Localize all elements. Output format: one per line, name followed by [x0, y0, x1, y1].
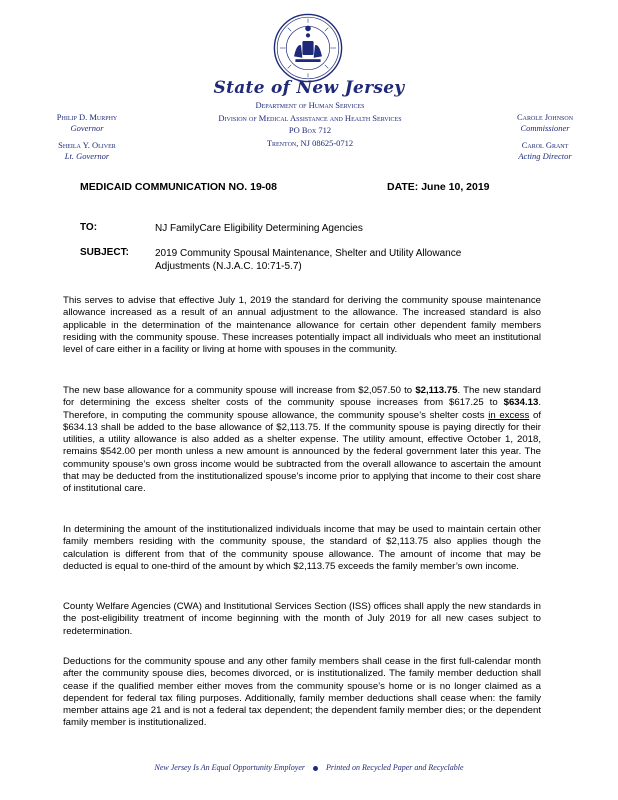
memo-date: DATE: June 10, 2019: [387, 181, 490, 193]
paragraph-4: County Welfare Agencies (CWA) and Institutional Services Section (ISS) offices shall apply the new standards in the post-eligibility treatment of income beginning with the month of July 2019 for all new cases subject to redetermination.: [63, 601, 541, 637]
footer-eoe: New Jersey Is An Equal Opportunity Employer: [154, 763, 305, 772]
lt-governor-title: Lt. Governor: [64, 151, 110, 161]
governor-name: Philip D. Murphy: [56, 112, 118, 122]
city-zip: Trenton, NJ 08625-0712: [266, 137, 354, 148]
paragraph-1: This serves to advise that effective July 1, 2019 the standard for deriving the community spouse maintenance allowance increased as a result of an annual adjustment to the allowance. The increased standard is also applicable in the determination of the maintenance allowance for certain other dependent family members residing with the community spouse. These increases potentially impact all individuals who meet an institutional level of care either in a facility or living at home with spouses in the community.: [63, 295, 541, 356]
footer-recycled: Printed on Recycled Paper and Recyclable: [326, 763, 464, 772]
new-base-allowance: $2,113.75: [415, 385, 458, 396]
in-excess-text: in excess: [488, 409, 530, 421]
paragraph-5: Deductions for the community spouse and any other family members shall cease in the first full-calendar month after the community spouse dies, becomes divorced, or is institutionalized. The family member deduction shall cease if the qualified member either moves from the community spouse’s home or is no longer claimed as a dependent for federal tax filing purposes. Additionally, family member deductions shall cease when: the family member attains age 21 and is not a federal tax dependent; the dependent family member dies; or the dependent family member is institutionalized.: [63, 656, 541, 729]
commissioner-title: Commissioner: [520, 123, 570, 133]
po-box: PO Box 712: [288, 125, 332, 135]
subject-line-2: Adjustments (N.J.A.C. 10:71-5.7): [155, 261, 302, 272]
footer: [0, 763, 618, 772]
state-name-title: State of New Jersey: [213, 78, 405, 98]
commissioner-name: Carole Johnson: [516, 112, 574, 122]
to-value: NJ FamilyCare Eligibility Determining Agencies: [155, 223, 363, 234]
department-name: Department of Human Services: [255, 100, 365, 110]
subject-value: [155, 247, 461, 273]
to-label: TO:: [80, 222, 98, 233]
bullet-dot-icon: [313, 766, 318, 771]
director-title: Acting Director: [518, 151, 572, 161]
new-shelter-standard: $634.13: [503, 397, 539, 409]
subject-line-1: 2019 Community Spousal Maintenance, Shelter and Utility Allowance: [155, 248, 462, 259]
governor-title: Governor: [70, 123, 104, 133]
subject-label: SUBJECT:: [80, 247, 129, 258]
state-seal-icon: [273, 13, 343, 83]
director-name: Carol Grant: [521, 140, 569, 150]
paragraph-2: The new base allowance for a community spouse will increase from $2,057.50 to $2,113.75. The new standard for determining the excess shelter costs of the community spouse increases from $617.25 to $634.13. Therefore, in computing the community spouse allowance, the community spouse’s shelter costs in excess of $634.13 shall be added to the base allowance of $2,113.75. If the community spouse is paying directly for their utilities, a utility allowance is also added as a shelter expense. The utility amount, effective October 1, 2018, remains $542.00 per month unless a new amount is announced by the federal government later this year. The community spouse’s own gross income would be subtracted from the overall allowance to ascertain the amount that may be deducted from the institutionalized spouse’s income prior to applying that income to their cost share of institutional care.: [63, 385, 541, 495]
division-name: Division of Medical Assistance and Health Services: [218, 112, 402, 123]
lt-governor-name: Sheila Y. Oliver: [58, 140, 116, 150]
paragraph-3: In determining the amount of the institutionalized individuals income that may be used to maintain certain other family members residing with the community spouse, the standard of $2,113.75 also applies though the calculation is different from that of the community spouse allowance. The amount of income that may be deducted is equal to one-third of the amount by which $2,113.75 exceeds the family member’s own income.: [63, 524, 541, 572]
communication-number: MEDICAID COMMUNICATION NO. 19-08: [80, 181, 277, 193]
